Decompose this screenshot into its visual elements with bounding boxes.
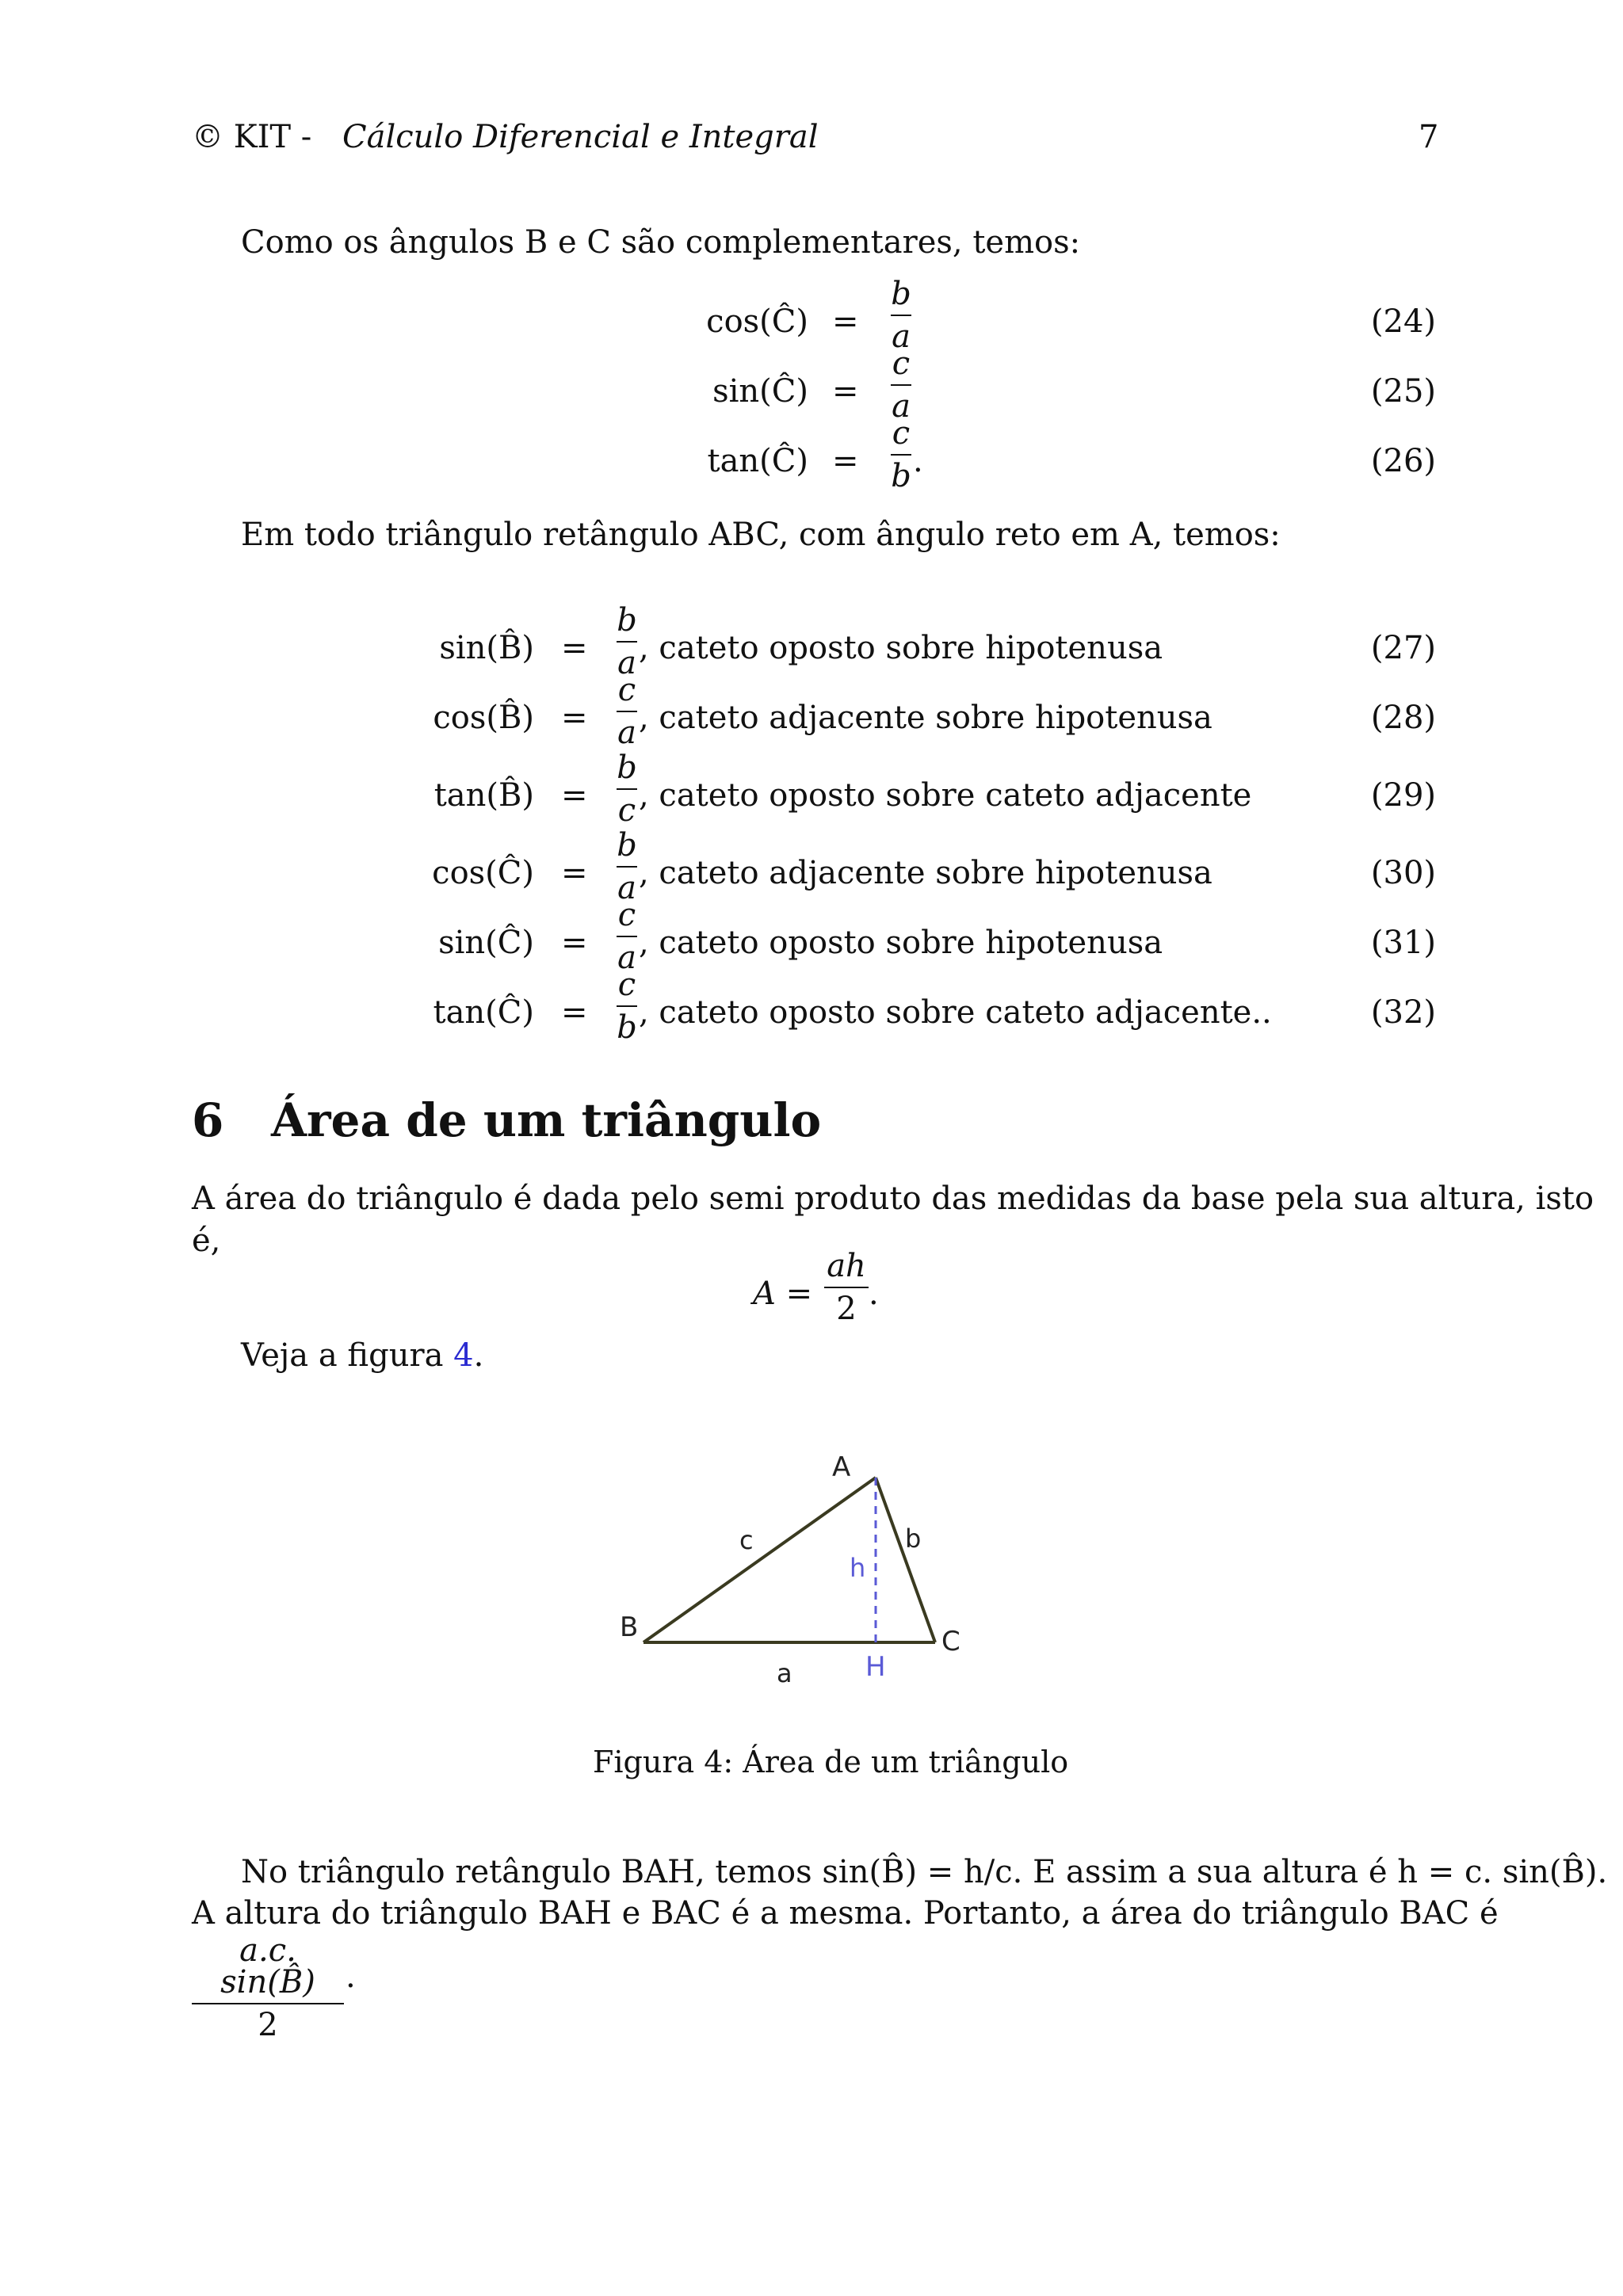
equation-lhs: cos(B̂): [433, 700, 534, 736]
equation-fraction: [617, 827, 637, 906]
equation-lhs: cos(Ĉ): [432, 855, 534, 891]
equation-row: [0, 967, 1623, 1046]
paragraph-line: é,: [192, 1222, 221, 1259]
equation-fraction: [891, 345, 911, 425]
fraction-denominator: a: [892, 388, 911, 425]
fraction-numerator: b: [617, 749, 637, 786]
fraction-denominator: b: [891, 458, 911, 494]
fraction-numerator: c: [892, 345, 911, 382]
equation-row: [0, 276, 1623, 355]
triangle-figure: [618, 1438, 983, 1691]
equation-number: (27): [1370, 630, 1436, 666]
equation-lhs: cos(Ĉ): [706, 303, 808, 340]
equals-sign: =: [561, 925, 588, 961]
equation-fraction: [617, 749, 637, 829]
equation-row: [0, 897, 1623, 976]
equation-number: (30): [1370, 855, 1436, 891]
see-figure-text: Veja a figura 4.: [241, 1337, 484, 1374]
equation-number: (32): [1370, 994, 1436, 1031]
equation-description: , cateto oposto sobre cateto adjacente: [639, 777, 1252, 814]
equals-sign: =: [561, 777, 588, 814]
fraction-denominator: 2: [258, 2007, 278, 2043]
paragraph-line: No triângulo retângulo BAH, temos sin(B̂) = h/c. E assim a sua altura é h = c. sin(B̂).: [241, 1854, 1608, 1890]
fraction-denominator: a: [617, 870, 636, 906]
side-b: [876, 1478, 935, 1642]
equation-fraction: [617, 674, 637, 749]
equation-lhs: tan(Ĉ): [707, 443, 808, 479]
equation-number: (24): [1370, 303, 1436, 340]
label-C: C: [941, 1626, 960, 1657]
equation-number: (25): [1370, 373, 1436, 410]
intro-paragraph: Como os ângulos B e C são complementares, temos:: [241, 224, 1081, 261]
fraction-denominator: a: [617, 715, 636, 751]
page-number: 7: [1419, 119, 1439, 155]
equation-fraction: [617, 899, 637, 974]
area-formula-lhs: A =: [753, 1276, 813, 1312]
equation-fraction: [617, 602, 637, 681]
fraction-numerator: c: [617, 672, 636, 708]
label-B: B: [620, 1611, 639, 1643]
equals-sign: =: [561, 994, 588, 1031]
equals-sign: =: [832, 373, 859, 410]
equation-lhs: tan(B̂): [433, 777, 534, 814]
equation-description: , cateto oposto sobre cateto adjacente..: [639, 994, 1272, 1031]
equation-row: [0, 672, 1623, 751]
equation-lhs: sin(B̂): [439, 630, 534, 666]
header-title: Cálculo Diferencial e Integral: [342, 119, 819, 155]
area-formula-period: .: [869, 1276, 879, 1312]
label-h: h: [850, 1553, 866, 1583]
equation-row: [0, 749, 1623, 829]
figure-reference-link[interactable]: 4: [453, 1337, 474, 1374]
side-c: [643, 1478, 876, 1642]
fraction-denominator: a: [892, 318, 911, 355]
fraction-numerator: c: [617, 897, 636, 933]
fraction-numerator: ah: [827, 1248, 866, 1284]
label-H: H: [865, 1651, 886, 1683]
equation-description: , cateto adjacente sobre hipotenusa: [639, 700, 1212, 736]
equals-sign: =: [561, 630, 588, 666]
equation-description: , cateto adjacente sobre hipotenusa: [639, 855, 1212, 891]
label-c: c: [739, 1525, 754, 1555]
equation-fraction: [891, 415, 911, 494]
fraction-numerator: b: [617, 602, 637, 639]
section-title: Área de um triângulo: [271, 1093, 822, 1147]
section-number: 6: [192, 1093, 224, 1147]
equation-description: , cateto oposto sobre hipotenusa: [639, 925, 1163, 961]
equation-number: (28): [1370, 700, 1436, 736]
intro-paragraph-2: Em todo triângulo retângulo ABC, com ângulo reto em A, temos:: [241, 517, 1281, 553]
fraction-denominator: a: [617, 645, 636, 681]
equation-description: , cateto oposto sobre hipotenusa: [639, 630, 1163, 666]
final-formula-period: .: [346, 1958, 356, 1995]
fraction-denominator: b: [617, 1009, 637, 1046]
equation-row: [0, 602, 1623, 681]
equation-lhs: sin(Ĉ): [438, 925, 534, 961]
equation-row: [0, 827, 1623, 906]
equation-number: (26): [1370, 443, 1436, 479]
paragraph-line: A área do triângulo é dada pelo semi produto das medidas da base pela sua altura, isto: [192, 1180, 1594, 1217]
label-a: a: [777, 1658, 792, 1688]
fraction-denominator: 2: [836, 1291, 857, 1327]
paragraph-line: A altura do triângulo BAH e BAC é a mesma. Portanto, a área do triângulo BAC é: [192, 1895, 1499, 1932]
equals-sign: =: [832, 303, 859, 340]
fraction-denominator: c: [617, 792, 636, 829]
equals-sign: =: [561, 700, 588, 736]
equation-number: (29): [1370, 777, 1436, 814]
fraction-denominator: a: [617, 940, 636, 976]
equation-lhs: tan(Ĉ): [433, 994, 534, 1031]
fraction-numerator: b: [617, 827, 637, 864]
fraction-numerator: c: [617, 967, 636, 1003]
area-formula-fraction: [824, 1250, 869, 1325]
final-formula-fraction: [192, 1932, 344, 2043]
equation-row: [0, 415, 1623, 494]
equation-fraction: [617, 967, 637, 1046]
label-A: A: [832, 1451, 851, 1483]
equation-number: (31): [1370, 925, 1436, 961]
equals-sign: =: [561, 855, 588, 891]
equation-tail: .: [913, 443, 923, 479]
fraction-numerator: c: [892, 415, 911, 452]
header-copyright: © KIT -: [192, 119, 312, 155]
equals-sign: =: [832, 443, 859, 479]
label-b: b: [905, 1524, 922, 1554]
equation-row: [0, 345, 1623, 425]
equation-fraction: [891, 278, 911, 353]
equation-lhs: sin(Ĉ): [712, 373, 808, 410]
figure-caption: Figura 4: Área de um triângulo: [593, 1745, 1069, 1779]
fraction-numerator: a.c. sin(B̂): [220, 1932, 315, 2000]
fraction-numerator: b: [891, 276, 911, 312]
